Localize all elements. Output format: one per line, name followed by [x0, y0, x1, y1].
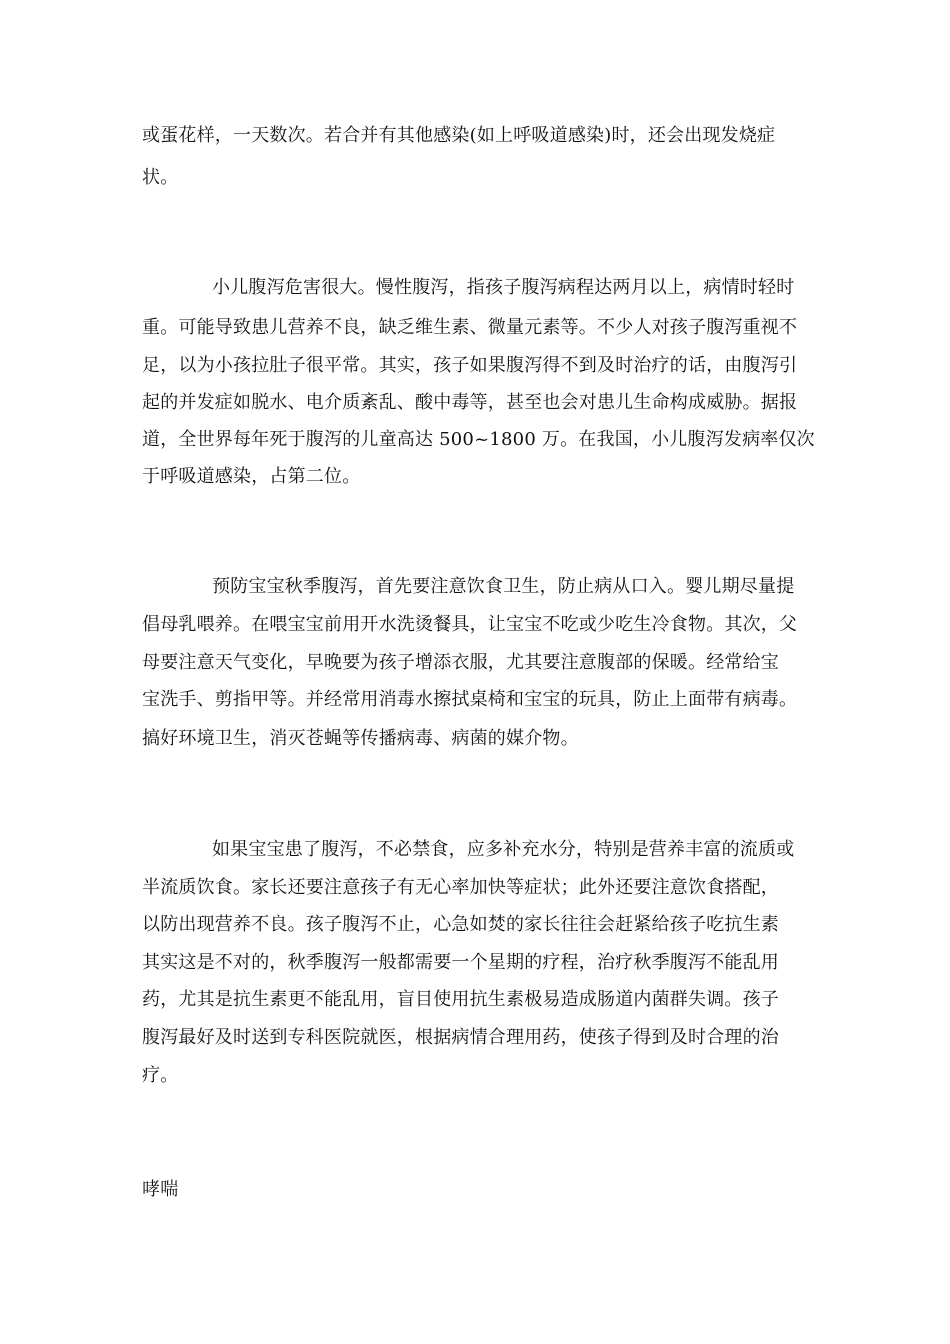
paragraph-line: 其实这是不对的，秋季腹泻一般都需要一个星期的疗程，治疗秋季腹泻不能乱用	[142, 952, 779, 973]
section-heading: 哮喘	[142, 1179, 179, 1200]
paragraph-line: 起的并发症如脱水、电介质紊乱、酸中毒等，甚至也会对患儿生命构成威胁。据报	[142, 392, 798, 413]
paragraph-line: 如果宝宝患了腹泻，不必禁食，应多补充水分，特别是营养丰富的流质或	[212, 839, 795, 860]
paragraph-line: 腹泻最好及时送到专科医院就医，根据病情合理用药，使孩子得到及时合理的治	[142, 1027, 779, 1048]
paragraph-line: 以防出现营养不良。孩子腹泻不止，心急如焚的家长往往会赶紧给孩子吃抗生素	[142, 914, 779, 935]
paragraph-line: 疗。	[142, 1065, 179, 1086]
paragraph-line: 预防宝宝秋季腹泻，首先要注意饮食卫生，防止病从口入。婴儿期尽量提	[212, 576, 795, 597]
paragraph-line: 小儿腹泻危害很大。慢性腹泻，指孩子腹泻病程达两月以上，病情时轻时	[212, 277, 795, 298]
paragraph-line: 重。可能导致患儿营养不良，缺乏维生素、微量元素等。不少人对孩子腹泻重视不	[142, 317, 798, 338]
paragraph-line: 或蛋花样，一天数次。若合并有其他感染(如上呼吸道感染)时，还会出现发烧症	[142, 125, 776, 146]
paragraph-line: 道，全世界每年死于腹泻的儿童高达 500~1800 万。在我国，小儿腹泻发病率仅次	[142, 429, 815, 450]
paragraph-line: 搞好环境卫生，消灭苍蝇等传播病毒、病菌的媒介物。	[142, 728, 579, 749]
paragraph-line: 药，尤其是抗生素更不能乱用，盲目使用抗生素极易造成肠道内菌群失调。孩子	[142, 989, 779, 1010]
paragraph-line: 母要注意天气变化，早晚要为孩子增添衣服，尤其要注意腹部的保暖。经常给宝	[142, 652, 779, 673]
paragraph-line: 倡母乳喂养。在喂宝宝前用开水洗烫餐具，让宝宝不吃或少吃生冷食物。其次，父	[142, 614, 798, 635]
paragraph-line: 宝洗手、剪指甲等。并经常用消毒水擦拭桌椅和宝宝的玩具，防止上面带有病毒。	[142, 689, 798, 710]
paragraph-line: 半流质饮食。家长还要注意孩子有无心率加快等症状；此外还要注意饮食搭配，	[142, 877, 779, 898]
paragraph-line: 状。	[142, 167, 179, 188]
paragraph-line: 于呼吸道感染，占第二位。	[142, 466, 361, 487]
paragraph-line: 足，以为小孩拉肚子很平常。其实，孩子如果腹泻得不到及时治疗的话，由腹泻引	[142, 355, 798, 376]
